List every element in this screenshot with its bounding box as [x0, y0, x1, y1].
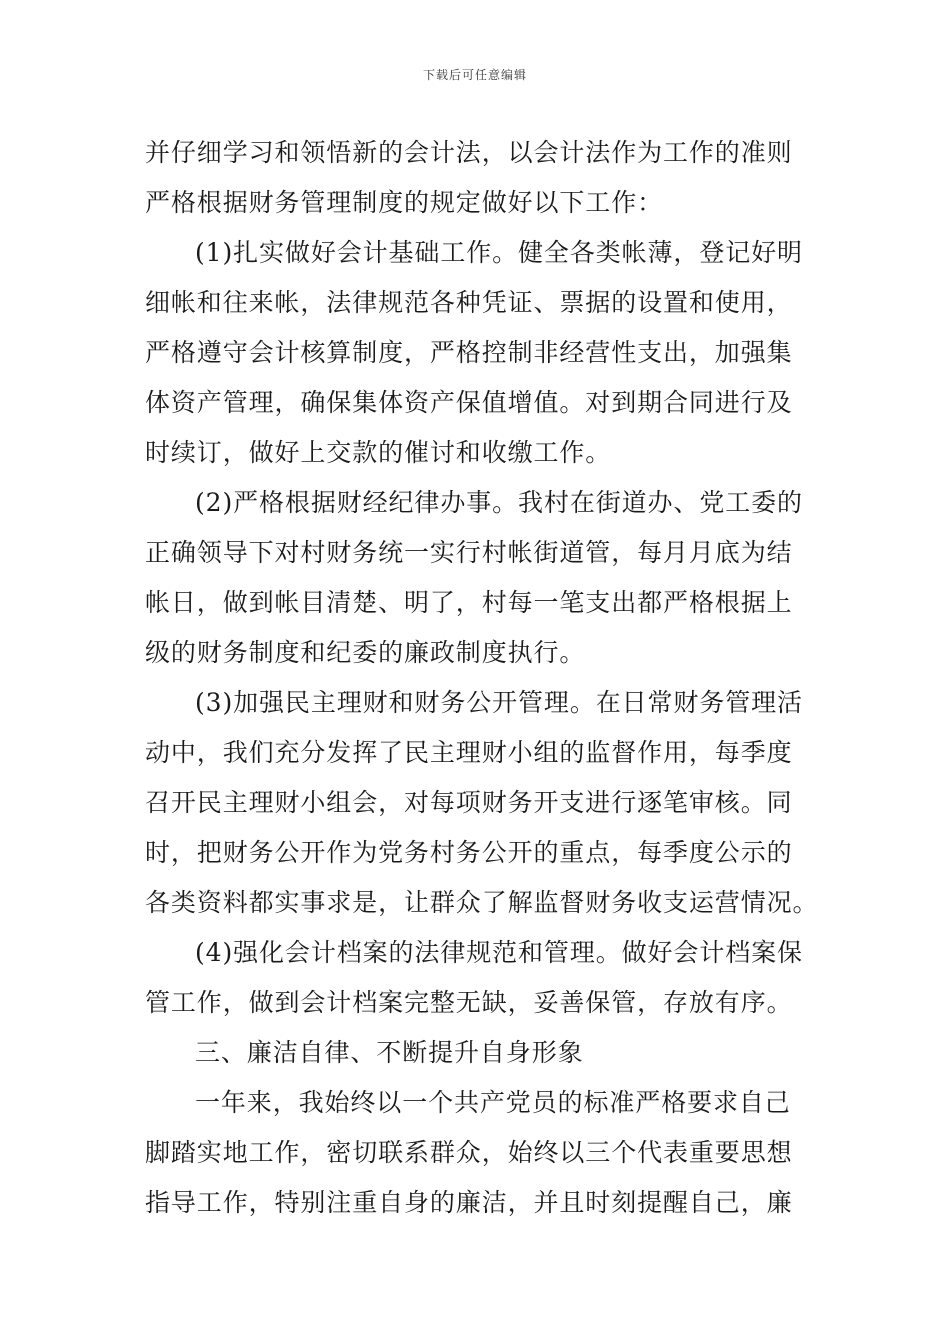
text-line: 严格遵守会计核算制度，严格控制非经营性支出，加强集 [145, 338, 793, 367]
text-line: 指导工作，特别注重自身的廉洁，并且时刻提醒自己，廉 [145, 1188, 793, 1217]
text-line: 脚踏实地工作，密切联系群众，始终以三个代表重要思想 [145, 1138, 793, 1167]
text-line: 动中，我们充分发挥了民主理财小组的监督作用，每季度 [145, 738, 793, 767]
paragraph-start-line: (2)严格根据财经纪律办事。我村在街道办、党工委的 [195, 488, 803, 517]
paragraph-start-line: (4)强化会计档案的法律规范和管理。做好会计档案保 [195, 938, 803, 967]
text-line: 体资产管理，确保集体资产保值增值。对到期合同进行及 [145, 388, 793, 417]
paragraph-start-line: (1)扎实做好会计基础工作。健全各类帐薄，登记好明 [195, 238, 803, 267]
text-line: 管工作，做到会计档案完整无缺，妥善保管，存放有序。 [145, 988, 793, 1017]
text-line: 各类资料都实事求是，让群众了解监督财务收支运营情况。 [145, 888, 819, 917]
text-line: 时续订，做好上交款的催讨和收缴工作。 [145, 438, 612, 467]
text-line: 严格根据财务管理制度的规定做好以下工作： [145, 188, 664, 217]
text-line: 级的财务制度和纪委的廉政制度执行。 [145, 638, 586, 667]
page-header: 下载后可任意编辑 [422, 68, 527, 82]
section-heading: 三、廉洁自律、不断提升自身形象 [195, 1038, 584, 1067]
paragraph-start-line: 一年来，我始终以一个共产党员的标准严格要求自己 [195, 1088, 791, 1117]
text-line: 正确领导下对村财务统一实行村帐街道管，每月月底为结 [145, 538, 793, 567]
paragraph-start-line: (3)加强民主理财和财务公开管理。在日常财务管理活 [195, 688, 803, 717]
text-line: 并仔细学习和领悟新的会计法，以会计法作为工作的准则 [145, 138, 793, 167]
text-line: 时，把财务公开作为党务村务公开的重点，每季度公示的 [145, 838, 793, 867]
text-line: 细帐和往来帐，法律规范各种凭证、票据的设置和使用， [145, 288, 793, 317]
text-line: 帐日，做到帐目清楚、明了，村每一笔支出都严格根据上 [145, 588, 793, 617]
text-line: 召开民主理财小组会，对每项财务开支进行逐笔审核。同 [145, 788, 793, 817]
document-body [145, 128, 819, 1228]
